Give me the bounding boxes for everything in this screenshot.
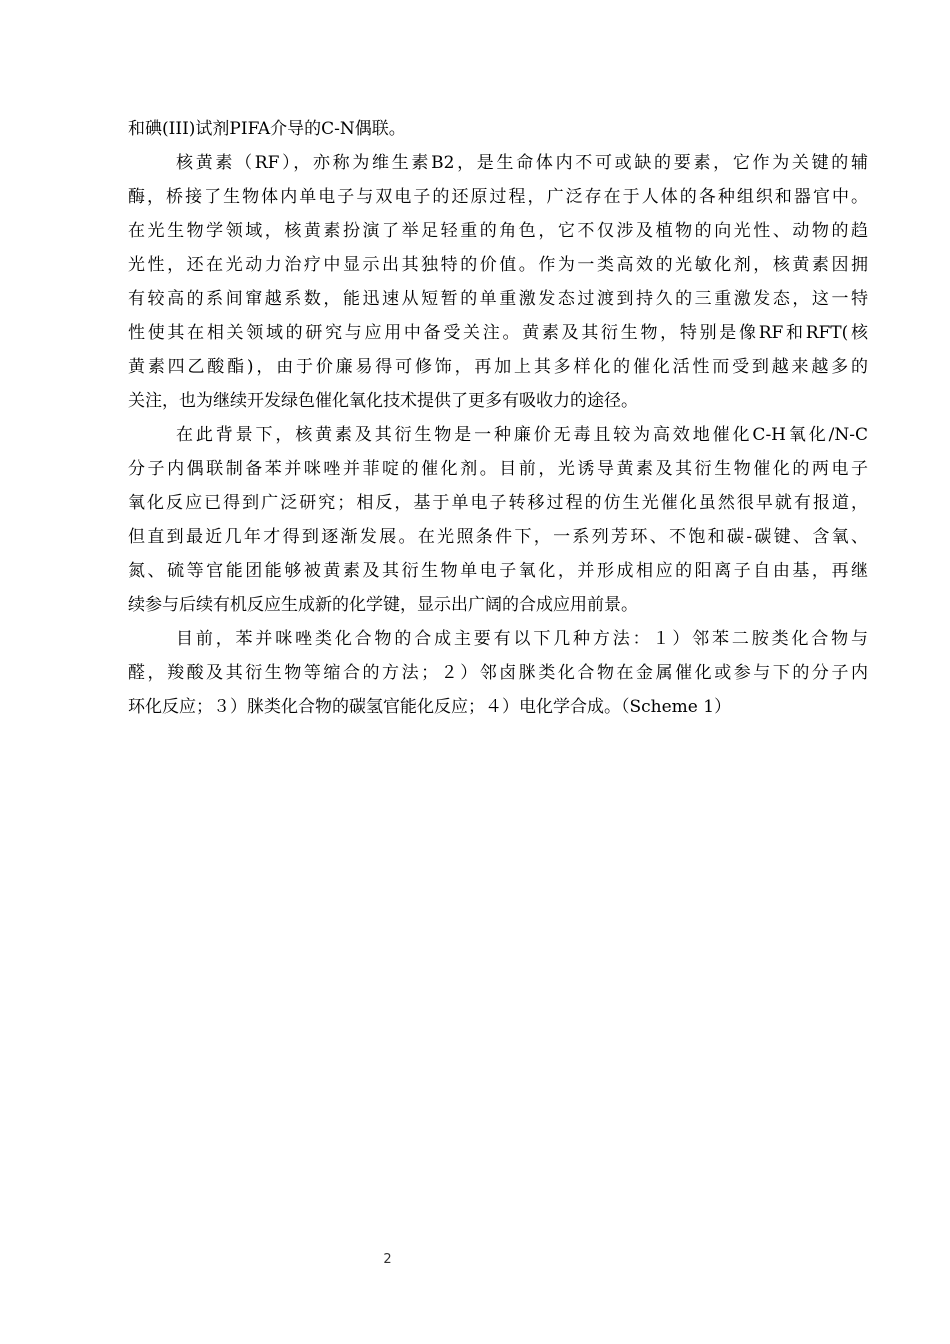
page-number: 2 bbox=[383, 1252, 392, 1267]
paragraph-1 bbox=[128, 112, 868, 146]
text-line: 氧化反应已得到广泛研究；相反，基于单电子转移过程的仿生光催化虽然很早就有报道， bbox=[128, 493, 868, 513]
text-line: 关注，也为继续开发绿色催化氧化技术提供了更多有吸收力的途径。 bbox=[128, 391, 638, 411]
text-line: 和碘(III)试剂PIFA介导的C-N偶联。 bbox=[128, 119, 406, 139]
paragraph-4 bbox=[128, 622, 868, 724]
text-line: 但直到最近几年才得到逐渐发展。在光照条件下，一系列芳环、不饱和碳-碳键、含氧、 bbox=[128, 527, 868, 547]
body-text bbox=[128, 112, 868, 724]
text-line: 目前，苯并咪唑类化合物的合成主要有以下几种方法：１）邻苯二胺类化合物与 bbox=[176, 629, 868, 649]
text-line: 环化反应；３）脒类化合物的碳氢官能化反应；４）电化学合成。（Scheme 1） bbox=[128, 697, 732, 717]
text-line: 氮、硫等官能团能够被黄素及其衍生物单电子氧化，并形成相应的阳离子自由基，再继 bbox=[128, 561, 868, 581]
paragraph-2 bbox=[128, 146, 868, 418]
text-line: 在此背景下，核黄素及其衍生物是一种廉价无毒且较为高效地催化C-H氧化/N-C bbox=[176, 425, 868, 445]
text-line: 在光生物学领域，核黄素扮演了举足轻重的角色，它不仅涉及植物的向光性、动物的趋 bbox=[128, 221, 868, 241]
text-line: 醛，羧酸及其衍生物等缩合的方法；２）邻卤脒类化合物在金属催化或参与下的分子内 bbox=[128, 663, 868, 683]
text-line: 光性，还在光动力治疗中显示出其独特的价值。作为一类高效的光敏化剂，核黄素因拥 bbox=[128, 255, 868, 275]
text-line: 酶，桥接了生物体内单电子与双电子的还原过程，广泛存在于人体的各种组织和器官中。 bbox=[128, 187, 868, 207]
text-line: 分子内偶联制备苯并咪唑并菲啶的催化剂。目前，光诱导黄素及其衍生物催化的两电子 bbox=[128, 459, 868, 479]
text-line: 黄素四乙酸酯)，由于价廉易得可修饰，再加上其多样化的催化活性而受到越来越多的 bbox=[128, 357, 868, 377]
text-line: 有较高的系间窜越系数，能迅速从短暂的单重激发态过渡到持久的三重激发态，这一特 bbox=[128, 289, 868, 309]
paragraph-3 bbox=[128, 418, 868, 622]
text-line: 续参与后续有机反应生成新的化学键，显示出广阔的合成应用前景。 bbox=[128, 595, 638, 615]
text-line: 核黄素（RF），亦称为维生素B2，是生命体内不可或缺的要素，它作为关键的辅 bbox=[176, 153, 868, 173]
text-line: 性使其在相关领域的研究与应用中备受关注。黄素及其衍生物，特别是像RF和RFT(核 bbox=[128, 323, 868, 343]
